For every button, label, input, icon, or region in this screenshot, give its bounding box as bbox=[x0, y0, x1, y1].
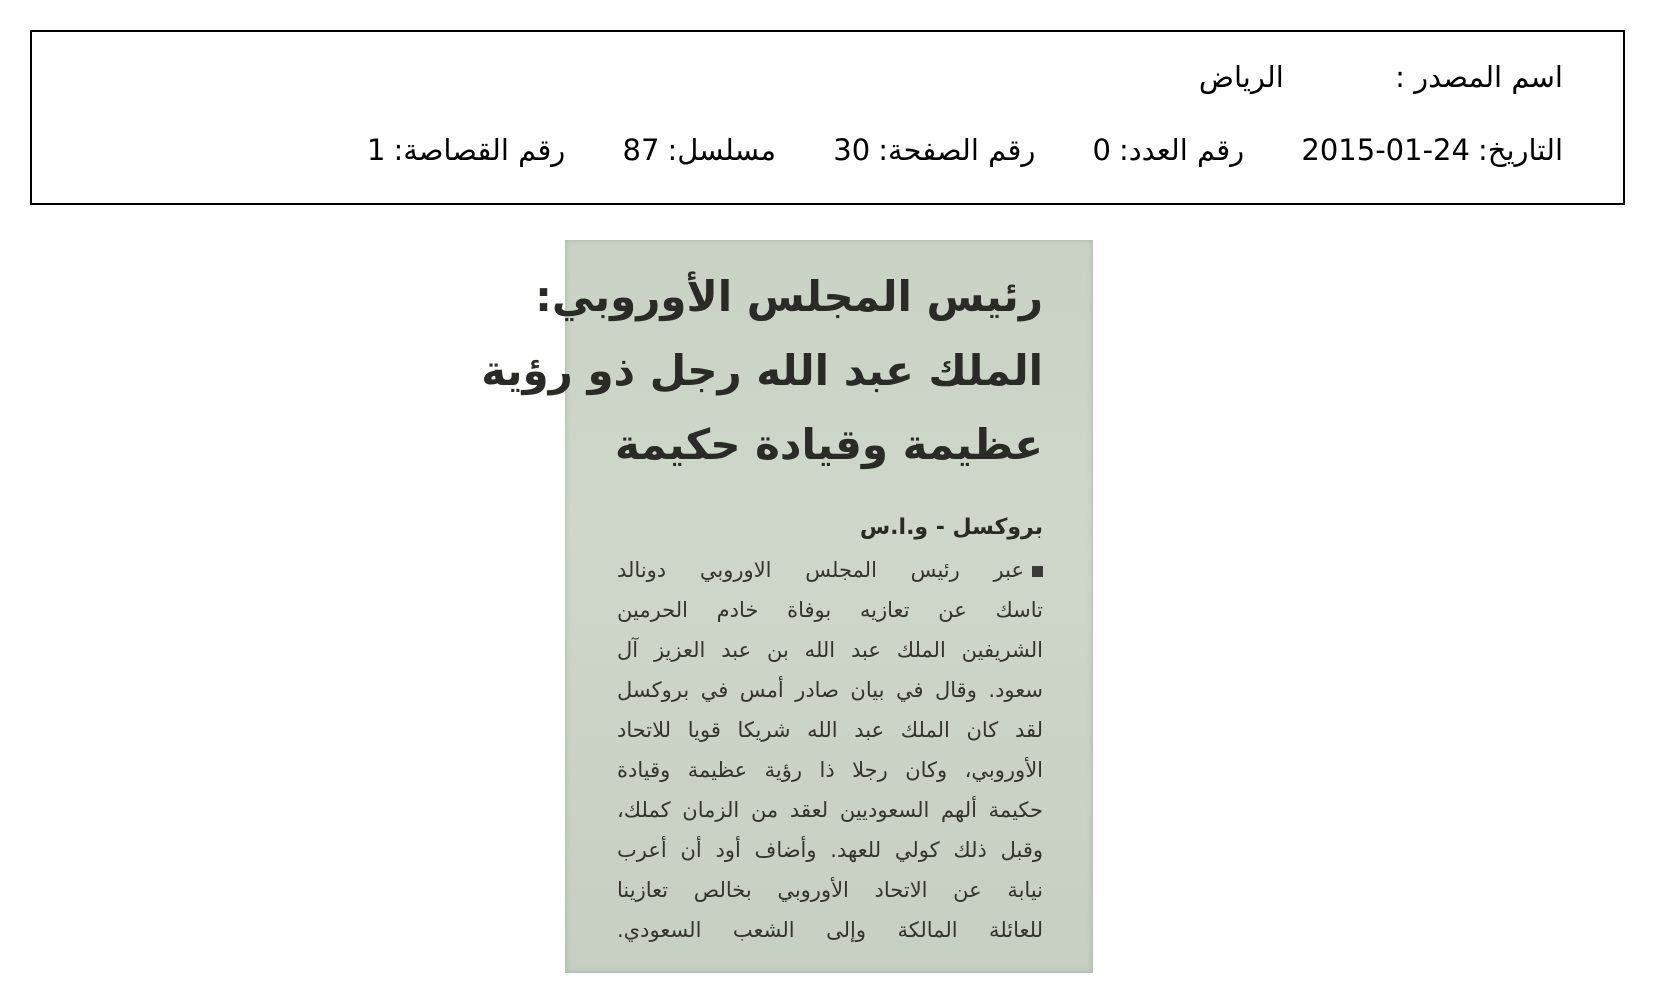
page-value: 30 bbox=[833, 133, 871, 167]
page-label: رقم الصفحة: bbox=[878, 133, 1036, 167]
body-line: تاسك عن تعازيه بوفاة خادم الحرمين bbox=[617, 598, 1043, 622]
body-line bbox=[617, 550, 1043, 590]
serial-label: مسلسل: bbox=[667, 133, 777, 167]
source-label: اسم المصدر : bbox=[1395, 60, 1563, 94]
headline-line: عظيمة وقيادة حكيمة bbox=[615, 420, 1043, 469]
body-line: وقبل ذلك كولي للعهد. وأضاف أود أن أعرب bbox=[617, 838, 1043, 862]
article-body bbox=[617, 550, 1043, 950]
page-field bbox=[833, 130, 1035, 170]
issue-field bbox=[1093, 130, 1245, 170]
serial-value: 87 bbox=[622, 133, 660, 167]
clipping-info-header bbox=[30, 30, 1625, 205]
body-line: الشريفين الملك عبد الله بن عبد العزيز آل bbox=[617, 638, 1043, 662]
body-line-text: عبر رئيس المجلس الاوروبي دونالد bbox=[617, 558, 1024, 582]
body-line: للعائلة المالكة وإلى الشعب السعودي. bbox=[617, 918, 1043, 942]
headline-line: الملك عبد الله رجل ذو رؤية bbox=[481, 346, 1043, 395]
clip-label: رقم القصاصة: bbox=[393, 133, 566, 167]
article-dateline: بروكسل - و.ا.س bbox=[859, 515, 1043, 540]
issue-value: 0 bbox=[1092, 133, 1111, 167]
source-field bbox=[1293, 57, 1563, 97]
date-value: 2015-01-24 bbox=[1301, 133, 1470, 167]
clip-value: 1 bbox=[366, 133, 386, 167]
article-headline bbox=[481, 260, 1043, 482]
bullet-icon bbox=[1032, 566, 1043, 577]
headline-line: رئيس المجلس الأوروبي: bbox=[535, 272, 1043, 321]
body-line: الأوروبي، وكان رجلا ذا رؤية عظيمة وقيادة bbox=[617, 758, 1043, 782]
body-line: نيابة عن الاتحاد الأوروبي بخالص تعازينا bbox=[617, 878, 1043, 902]
date-label: التاريخ: bbox=[1477, 133, 1563, 167]
body-line: لقد كان الملك عبد الله شريكا قويا للاتحاد bbox=[617, 718, 1043, 742]
body-line: حكيمة ألهم السعوديين لعقد من الزمان كملك، bbox=[617, 798, 1043, 822]
source-row bbox=[1199, 57, 1563, 97]
newspaper-clipping bbox=[481, 240, 1093, 973]
issue-label: رقم العدد: bbox=[1119, 133, 1245, 167]
meta-row bbox=[319, 130, 1563, 170]
source-value: الرياض bbox=[1198, 60, 1284, 94]
date-field bbox=[1301, 130, 1563, 170]
body-line: سعود. وقال في بيان صادر أمس في بروكسل bbox=[617, 678, 1043, 702]
clip-field bbox=[367, 130, 565, 170]
serial-field bbox=[623, 130, 777, 170]
